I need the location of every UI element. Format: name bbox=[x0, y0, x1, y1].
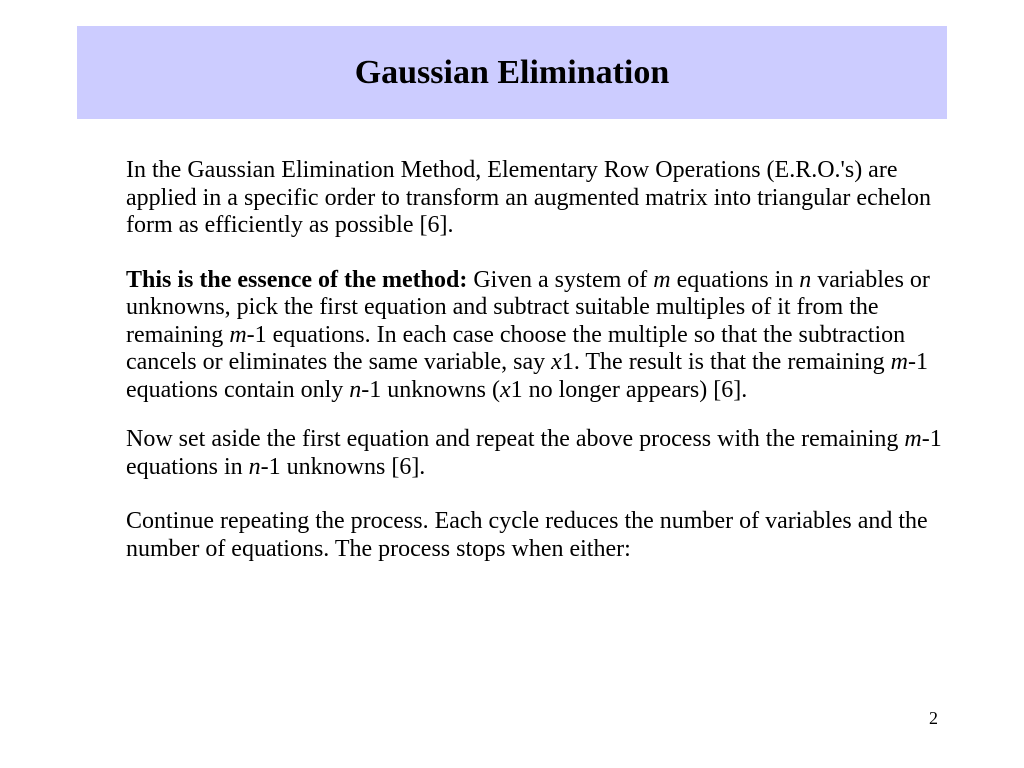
title-bar bbox=[77, 26, 947, 119]
slide-body bbox=[126, 157, 956, 563]
math-var-m: m bbox=[890, 349, 908, 375]
math-var-m: m bbox=[229, 321, 247, 348]
text-run: 1. The result is that the remaining bbox=[561, 349, 891, 375]
text-run: 1 no longer appears) [6]. bbox=[510, 376, 748, 403]
slide-title: Gaussian Elimination bbox=[354, 53, 670, 91]
math-var-m: m bbox=[904, 426, 922, 452]
text-run: -1 equations in bbox=[126, 426, 942, 480]
paragraph-continue: Continue repeating the process. Each cycle reduces the number of variables and the number of equations. The process stops when either: bbox=[126, 508, 928, 562]
math-var-m: m bbox=[653, 266, 671, 293]
text-run: -1 equations. In each case choose the multiple so that the subtraction cancels or eliminates the same variable, say bbox=[126, 321, 906, 375]
text-run: equations in bbox=[670, 266, 800, 293]
text-run: -1 unknowns [6]. bbox=[260, 453, 426, 480]
text-run: variables or unknowns, pick the first equation and subtract suitable multiples of it from the remaining bbox=[126, 266, 930, 348]
essence-lead: This is the essence of the method: bbox=[126, 266, 468, 293]
math-var-n: n bbox=[248, 453, 261, 480]
page-number: 2 bbox=[929, 708, 938, 728]
math-var-n: n bbox=[799, 266, 812, 293]
math-var-n: n bbox=[349, 376, 362, 403]
text-run: -1 unknowns ( bbox=[361, 376, 500, 403]
paragraph-intro: In the Gaussian Elimination Method, Elementary Row Operations (E.R.O.'s) are applied in a specific order to transform an augmented matrix into triangular echelon form as efficiently as possible [6]. bbox=[126, 157, 932, 238]
text-run: Now set aside the first equation and repeat the above process with the remaining bbox=[126, 426, 905, 452]
math-var-x: x bbox=[499, 376, 511, 403]
paragraph-essence bbox=[126, 267, 956, 405]
text-run: Given a system of bbox=[467, 266, 654, 293]
math-var-x: x bbox=[551, 349, 562, 375]
paragraph-set-aside bbox=[126, 426, 956, 481]
text-run: -1 equations contain only bbox=[126, 349, 928, 403]
